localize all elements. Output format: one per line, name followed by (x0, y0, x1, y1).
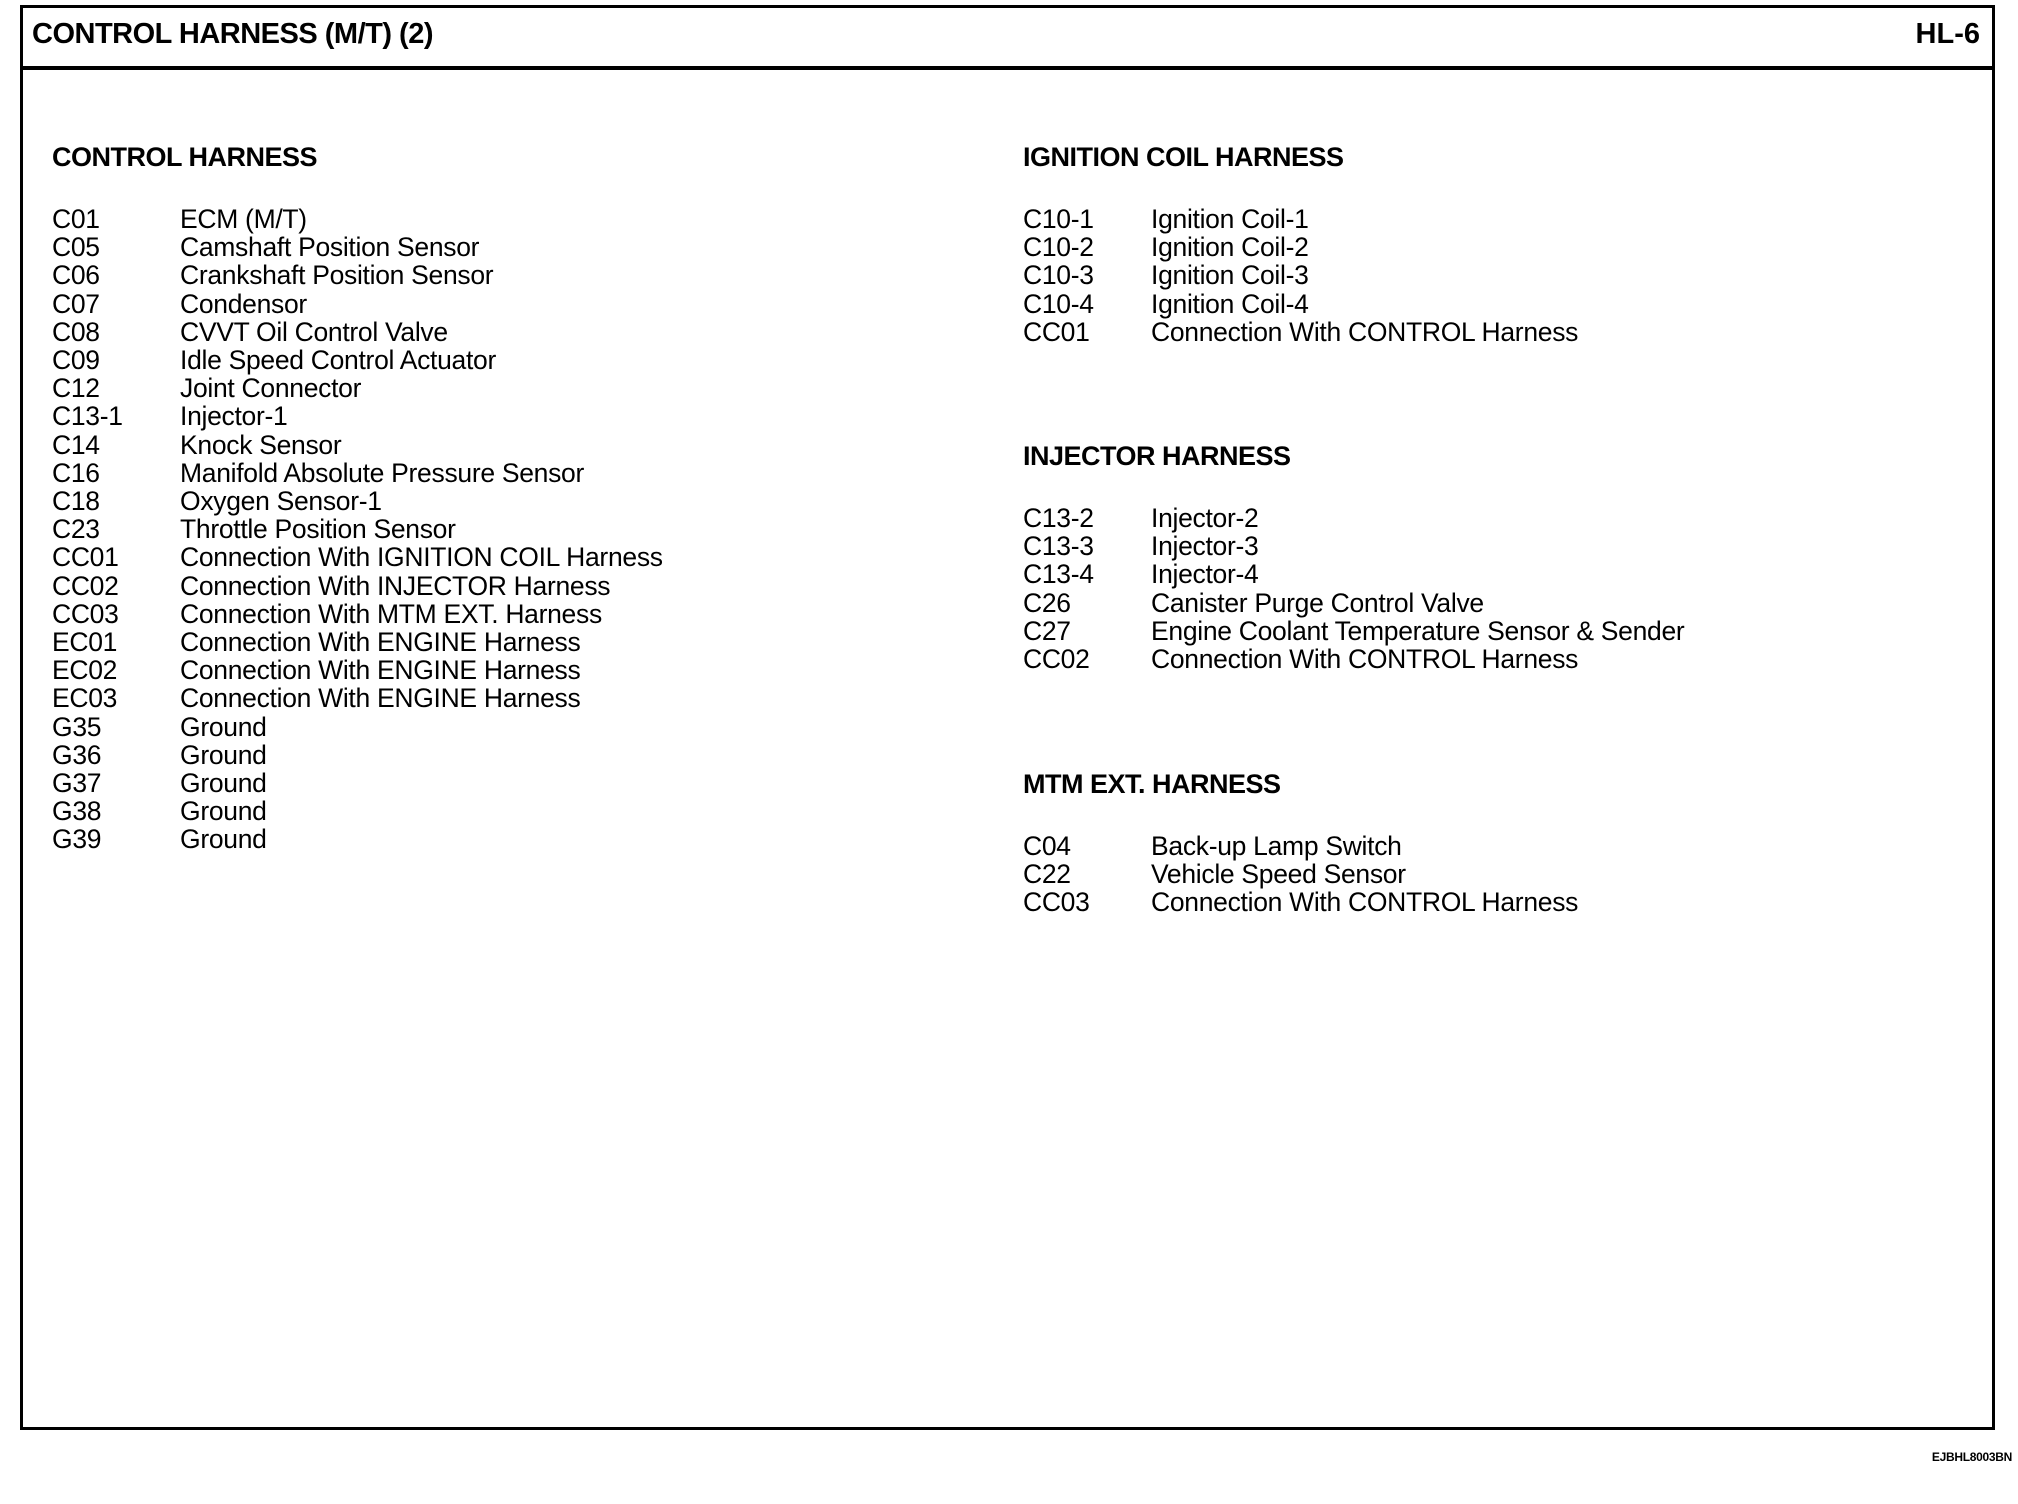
connector-code: C07 (52, 288, 100, 319)
connector-row (52, 459, 663, 487)
connector-row (52, 515, 663, 543)
connector-code: C12 (52, 373, 100, 404)
connector-description: Connection With ENGINE Harness (180, 627, 581, 658)
connector-description: Ignition Coil-1 (1151, 204, 1309, 234)
connector-row (52, 769, 663, 797)
connector-code: CC02 (52, 570, 119, 601)
connector-description: Connection With CONTROL Harness (1151, 887, 1579, 918)
connector-description: Injector-2 (1151, 503, 1259, 533)
connector-row (1023, 318, 1578, 346)
connector-code: C13-3 (1023, 531, 1094, 562)
image-code: EJBHL8003BN (1931, 1450, 2012, 1464)
connector-description: Ignition Coil-2 (1151, 232, 1309, 263)
connector-row (52, 600, 663, 628)
connector-description: Crankshaft Position Sensor (180, 260, 494, 291)
connector-code: C27 (1023, 615, 1071, 646)
connector-row (52, 797, 663, 825)
connector-description: Ignition Coil-3 (1151, 260, 1309, 291)
connector-code: C04 (1023, 831, 1071, 861)
connector-code: C13-1 (52, 401, 123, 432)
connector-row (1023, 560, 1684, 588)
connector-description: Connection With INJECTOR Harness (180, 570, 611, 601)
connector-row (52, 261, 663, 289)
connector-description: Connection With CONTROL Harness (1151, 316, 1579, 347)
connector-row (52, 713, 663, 741)
connector-description: Connection With ENGINE Harness (180, 655, 581, 686)
connector-code: C16 (52, 457, 100, 488)
connector-description: Injector-3 (1151, 531, 1259, 562)
connector-code: EC02 (52, 655, 118, 686)
connector-row (52, 572, 663, 600)
connector-row (1023, 645, 1684, 673)
connector-row (1023, 860, 1578, 888)
connector-code: C05 (52, 232, 100, 263)
connector-code: CC01 (1023, 316, 1090, 347)
connector-row (1023, 504, 1684, 532)
connector-description: Canister Purge Control Valve (1151, 587, 1484, 618)
connector-code: C23 (52, 514, 100, 545)
connector-description: Back-up Lamp Switch (1151, 831, 1402, 861)
connector-description: CVVT Oil Control Valve (180, 316, 448, 347)
connector-description: Ground (180, 711, 267, 742)
connector-code: C08 (52, 316, 100, 347)
connector-row (52, 684, 663, 712)
connector-code: C13-4 (1023, 559, 1094, 590)
connector-row (1023, 589, 1684, 617)
connector-code: G39 (52, 824, 102, 855)
connector-code: EC01 (52, 627, 118, 658)
connector-description: Idle Speed Control Actuator (180, 345, 496, 376)
connector-code: G35 (52, 711, 102, 742)
connector-row (52, 543, 663, 571)
page-code: HL-6 (1915, 18, 1980, 50)
page-title: CONTROL HARNESS (M/T) (2) (32, 18, 434, 50)
connector-code: C13-2 (1023, 503, 1094, 533)
connector-description: Ground (180, 796, 267, 827)
connector-code: G37 (52, 768, 102, 799)
connector-list (1023, 205, 1578, 346)
section-title: MTM EXT. HARNESS (1023, 769, 1281, 799)
connector-row (52, 628, 663, 656)
connector-description: Ground (180, 768, 267, 799)
connector-row (1023, 205, 1578, 233)
connector-code: C14 (52, 429, 100, 460)
connector-description: Manifold Absolute Pressure Sensor (180, 457, 585, 488)
connector-code: C09 (52, 345, 100, 376)
connector-description: Condensor (180, 288, 307, 319)
connector-description: Connection With CONTROL Harness (1151, 644, 1579, 675)
section-ignition-coil-harness (1023, 141, 1578, 346)
connector-row (1023, 532, 1684, 560)
connector-row (1023, 233, 1578, 261)
connector-description: Ground (180, 739, 267, 770)
connector-row (52, 656, 663, 684)
connector-row (52, 431, 663, 459)
connector-code: EC03 (52, 683, 118, 714)
connector-row (52, 233, 663, 261)
connector-code: G36 (52, 739, 102, 770)
connector-code: G38 (52, 796, 102, 827)
page-header (23, 8, 1992, 70)
connector-description: Injector-1 (180, 401, 288, 432)
connector-row (52, 205, 663, 233)
connector-description: Camshaft Position Sensor (180, 232, 480, 263)
connector-row (52, 741, 663, 769)
connector-code: C22 (1023, 859, 1071, 890)
connector-code: CC01 (52, 542, 119, 573)
connector-description: Throttle Position Sensor (180, 514, 456, 545)
connector-row (52, 487, 663, 515)
connector-description: Engine Coolant Temperature Sensor & Sender (1151, 615, 1685, 646)
connector-description: Injector-4 (1151, 559, 1259, 590)
page-frame (20, 5, 1995, 1430)
connector-description: Connection With MTM EXT. Harness (180, 598, 602, 629)
connector-list (1023, 832, 1578, 917)
connector-row (52, 290, 663, 318)
section-injector-harness (1023, 440, 1684, 673)
connector-code: CC03 (1023, 887, 1090, 918)
section-control-harness (52, 141, 663, 854)
connector-list (1023, 504, 1684, 673)
connector-description: ECM (M/T) (180, 204, 307, 234)
connector-description: Vehicle Speed Sensor (1151, 859, 1406, 890)
connector-code: C10-4 (1023, 288, 1094, 319)
connector-row (1023, 261, 1578, 289)
connector-code: CC03 (52, 598, 119, 629)
connector-description: Ignition Coil-4 (1151, 288, 1309, 319)
connector-description: Joint Connector (180, 373, 362, 404)
connector-code: C10-2 (1023, 232, 1094, 263)
connector-row (52, 346, 663, 374)
connector-list (52, 205, 663, 854)
connector-code: C10-1 (1023, 204, 1094, 234)
connector-description: Connection With IGNITION COIL Harness (180, 542, 663, 573)
connector-code: C26 (1023, 587, 1071, 618)
connector-description: Oxygen Sensor-1 (180, 486, 382, 517)
connector-row (52, 402, 663, 430)
connector-code: C06 (52, 260, 100, 291)
section-mtm-ext-harness (1023, 768, 1578, 917)
connector-description: Ground (180, 824, 267, 855)
connector-description: Connection With ENGINE Harness (180, 683, 581, 714)
connector-code: C10-3 (1023, 260, 1094, 291)
connector-code: C18 (52, 486, 100, 517)
connector-row (1023, 290, 1578, 318)
section-title: CONTROL HARNESS (52, 142, 318, 172)
connector-row (1023, 888, 1578, 916)
connector-row (1023, 832, 1578, 860)
connector-description: Knock Sensor (180, 429, 342, 460)
connector-row (52, 318, 663, 346)
section-title: IGNITION COIL HARNESS (1023, 142, 1344, 172)
section-title: INJECTOR HARNESS (1023, 441, 1291, 471)
connector-row (1023, 617, 1684, 645)
connector-code: C01 (52, 204, 100, 234)
connector-code: CC02 (1023, 644, 1090, 675)
connector-row (52, 825, 663, 853)
connector-row (52, 374, 663, 402)
